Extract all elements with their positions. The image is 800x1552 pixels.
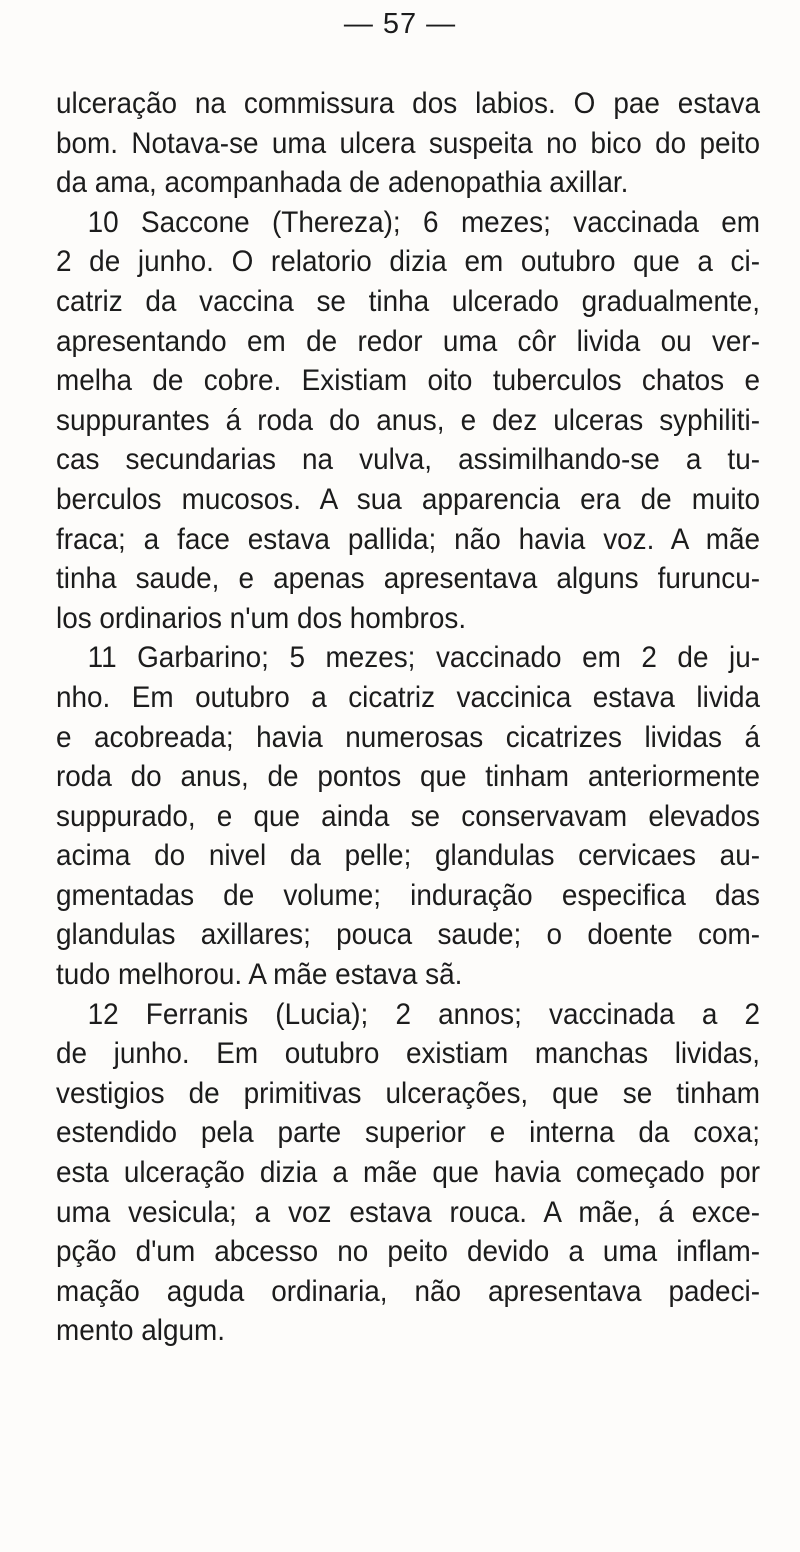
text-line: glandulas axillares; pouca saude; o doente com- xyxy=(56,918,761,952)
text-line: nho. Em outubro a cicatriz vaccinica estava livida xyxy=(56,680,761,714)
text-line: berculos mucosos. A sua apparencia era de muito xyxy=(56,482,761,516)
text-line: 10 Saccone (Thereza); 6 mezes; vaccinada em xyxy=(87,205,761,239)
page-number: — 57 — xyxy=(343,8,457,40)
text-line: los ordinarios n'um dos hombros. xyxy=(56,601,467,635)
text-line: catriz da vaccina se tinha ulcerado gradualmente, xyxy=(56,284,761,318)
text-line: tudo melhorou. A mãe estava sã. xyxy=(56,958,463,992)
text-line: apresentando em de redor uma côr livida ou ver- xyxy=(56,324,761,358)
text-line: estendido pela parte superior e interna da coxa; xyxy=(56,1116,761,1150)
body-text xyxy=(56,84,761,1351)
text-line: roda do anus, de pontos que tinham anteriormente xyxy=(56,760,761,794)
text-line: vestigios de primitivas ulcerações, que se tinham xyxy=(56,1076,761,1110)
text-line: e acobreada; havia numerosas cicatrizes lividas á xyxy=(56,720,761,754)
text-line: pção d'um abcesso no peito devido a uma inflam- xyxy=(56,1235,761,1269)
text-line: esta ulceração dizia a mãe que havia começado por xyxy=(56,1156,761,1190)
text-line: 11 Garbarino; 5 mezes; vaccinado em 2 de ju- xyxy=(87,641,761,675)
text-line: mento algum. xyxy=(56,1314,226,1348)
text-line: gmentadas de volume; induração especifica das xyxy=(56,878,761,912)
text-line: 2 de junho. O relatorio dizia em outubro que a ci- xyxy=(56,245,761,279)
text-line: 12 Ferranis (Lucia); 2 annos; vaccinada a 2 xyxy=(87,997,761,1031)
text-line: suppurado, e que ainda se conservavam elevados xyxy=(56,799,761,833)
text-line: cas secundarias na vulva, assimilhando-se a tu- xyxy=(56,443,761,477)
text-line: bom. Notava-se uma ulcera suspeita no bico do peito xyxy=(56,126,761,160)
text-line: fraca; a face estava pallida; não havia voz. A mãe xyxy=(56,522,761,556)
text-line: suppurantes á roda do anus, e dez ulceras syphiliti- xyxy=(56,403,761,437)
text-line: ulceração na commissura dos labios. O pae estava xyxy=(56,87,761,120)
text-line: de junho. Em outubro existiam manchas lividas, xyxy=(56,1037,761,1071)
text-line: melha de cobre. Existiam oito tuberculos chatos e xyxy=(56,364,761,398)
text-line: mação aguda ordinaria, não apresentava padeci- xyxy=(56,1274,761,1308)
text-line: da ama, acompanhada de adenopathia axillar. xyxy=(56,166,629,200)
text-line: acima do nivel da pelle; glandulas cervicaes au- xyxy=(56,839,761,873)
text-line: tinha saude, e apenas apresentava alguns furuncu- xyxy=(56,562,761,596)
text-line: uma vesicula; a voz estava rouca. A mãe, á exce- xyxy=(56,1195,761,1229)
